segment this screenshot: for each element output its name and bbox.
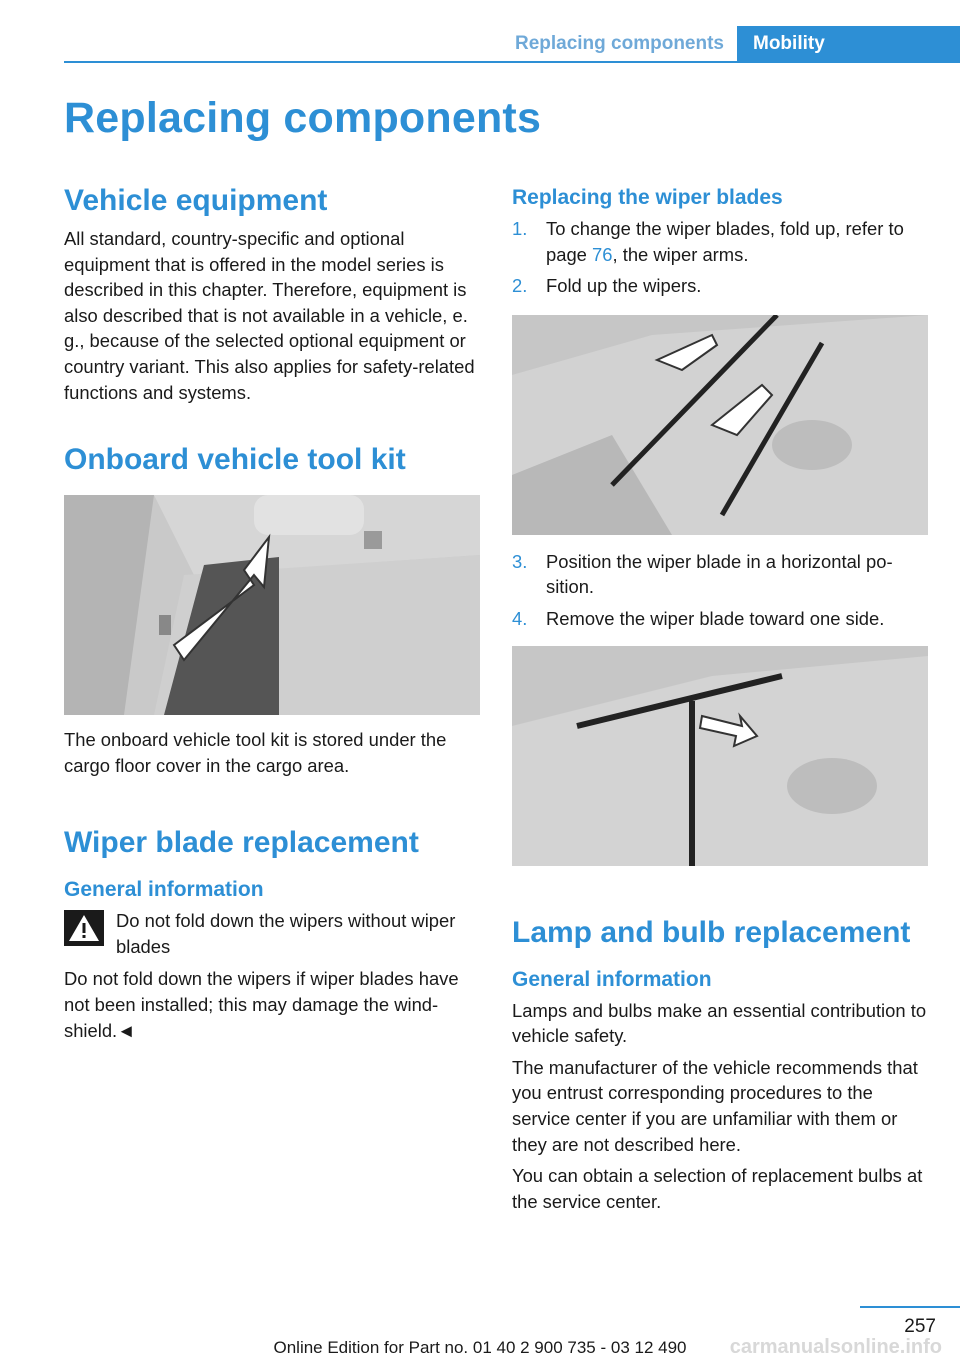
tool-kit-heading: Onboard vehicle tool kit [64, 443, 406, 477]
warning-title: Do not fold down the wipers without wiper blades [116, 910, 456, 957]
tool-kit-body: The onboard vehicle tool kit is stored under the cargo floor cover in the cargo area. [64, 729, 447, 776]
wiper-steps-list-continued [512, 549, 928, 632]
lamp-paragraph: You can obtain a selection of replacement bulbs at the service center. [512, 1165, 923, 1212]
step-number: 4. [512, 607, 528, 629]
list-item [512, 549, 928, 600]
right-column [512, 186, 928, 1214]
list-item [512, 273, 928, 299]
running-header-section: Replacing components [514, 33, 724, 54]
replacing-wipers-heading: Replacing the wiper blades [512, 186, 783, 209]
warning-body: Do not fold down the wipers if wiper blades have not been installed; this may damage the windshield.◄ [64, 968, 459, 1041]
lamp-paragraph: Lamps and bulbs make an essential contribution to vehicle safety. [512, 999, 927, 1047]
wiper-steps-list [512, 216, 928, 299]
fold-up-wipers-image [512, 315, 928, 535]
header-rule [64, 61, 960, 63]
warning-block [64, 908, 480, 960]
warning-triangle-icon [64, 910, 104, 946]
step-text: To change the wiper blades, fold up, refer to page [546, 218, 904, 265]
step-text: Remove the wiper blade toward one side. [546, 607, 885, 629]
chapter-tab: Mobility [737, 26, 960, 61]
step-text-end: , the wiper arms. [612, 243, 749, 265]
lamp-general-info-heading: General information [512, 967, 712, 991]
edition-note: Online Edition for Part no. 01 40 2 900 735 - 03 12 490 [273, 1338, 687, 1357]
vehicle-equipment-heading: Vehicle equipment [64, 184, 328, 217]
wiper-general-info-heading: General information [64, 878, 264, 902]
page-number: 257 [904, 1316, 936, 1337]
step-number: 1. [512, 218, 528, 239]
wiper-replacement-heading: Wiper blade replacement [64, 826, 419, 860]
left-column [64, 182, 480, 1043]
page-link[interactable]: 76 [592, 243, 613, 265]
vehicle-equipment-body: All standard, country-specific and optional equipment that is offered in the model series is described in this chapter. Therefore, equipment is also described that is not available in a vehicle, e. g., because of the selected optional equipment or country variant. This also applies for safety-related functions and systems. [64, 228, 475, 403]
step-text: Position the wiper blade in a horizontal position. [546, 550, 893, 598]
step-text: Fold up the wipers. [546, 275, 702, 297]
list-item [512, 606, 928, 632]
remove-blade-image [512, 646, 928, 866]
lamp-paragraph: The manufacturer of the vehicle recommends that you entrust corresponding procedures to the service center if you are unfamiliar with them or they are not described here. [512, 1056, 918, 1155]
footer-rule [860, 1306, 960, 1308]
list-item [512, 216, 928, 267]
watermark: carmanualsonline.info [729, 1336, 942, 1358]
page-title: Replacing components [64, 94, 542, 142]
step-number: 3. [512, 550, 528, 572]
step-number: 2. [512, 275, 528, 297]
lamp-replacement-heading: Lamp and bulb replacement [512, 915, 911, 949]
tool-kit-image [64, 495, 480, 715]
